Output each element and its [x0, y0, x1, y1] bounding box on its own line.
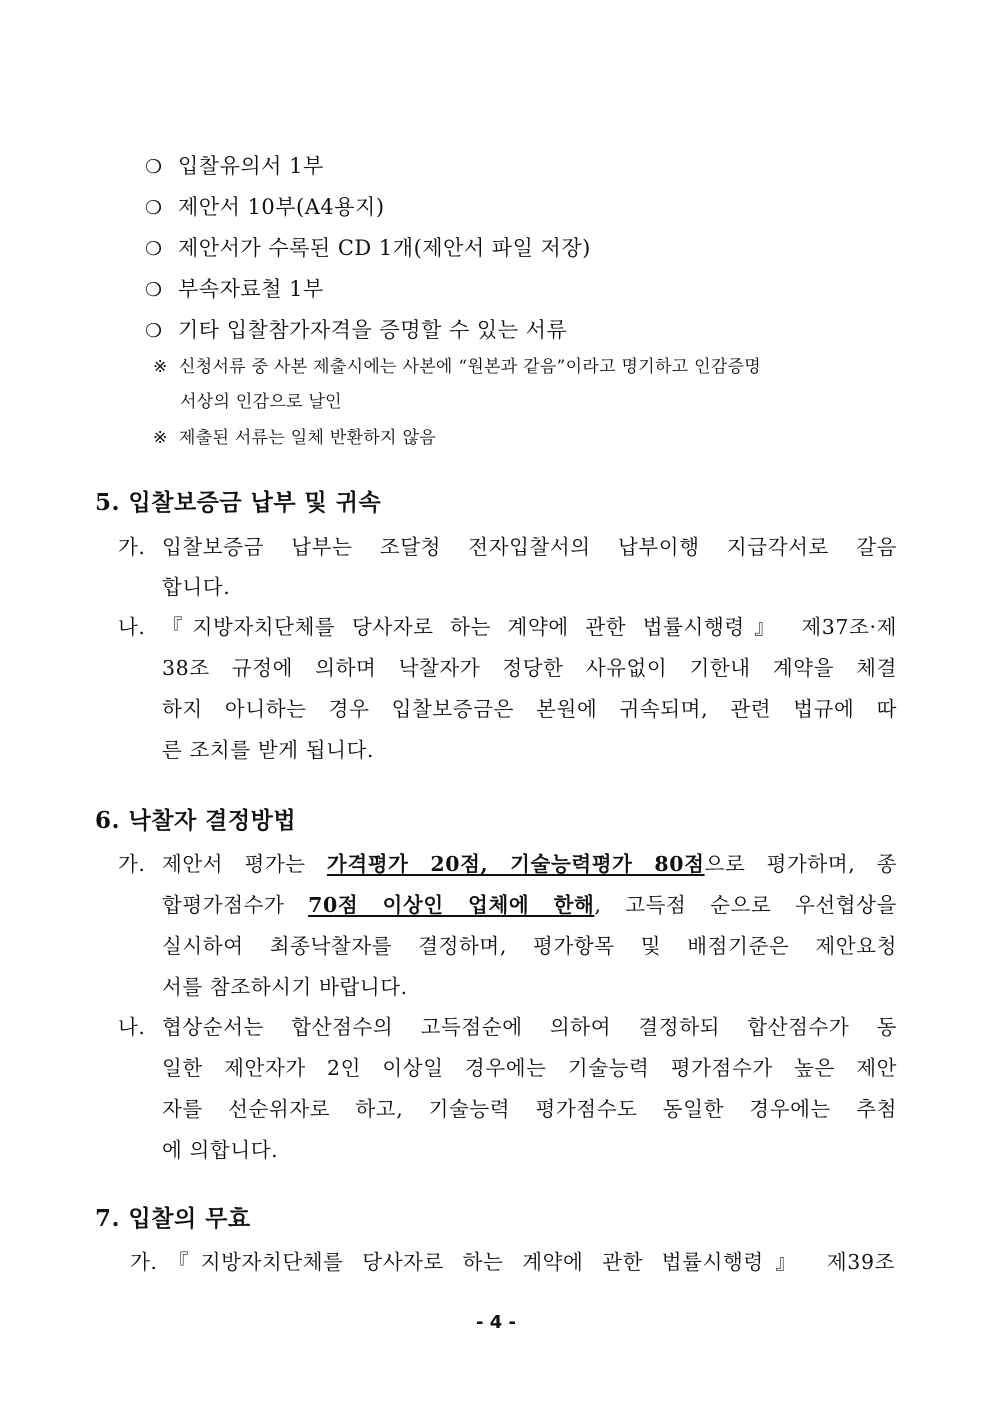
circle-bullet-icon: ❍: [145, 156, 163, 178]
list-item: ❍ 입찰유의서 1부: [145, 154, 324, 178]
paragraph-line: 일한 제안자가 2인 이상일 경우에는 기술능력 평가점수가 높은 제안: [162, 1056, 897, 1080]
paragraph-line: 에 의합니다.: [162, 1138, 279, 1162]
list-item: ❍ 부속자료철 1부: [145, 277, 324, 301]
note-item: ※ 신청서류 중 사본 제출시에는 사본에 “원본과 같음”이라고 명기하고 인감증명: [153, 357, 761, 377]
section-6-item-a: [118, 847, 897, 877]
circle-bullet-icon: ❍: [145, 279, 163, 301]
section-7-item-a: [130, 1245, 895, 1275]
item-label: 가.: [118, 535, 146, 559]
paragraph-line: 합니다.: [162, 575, 231, 599]
note-item: ※ 제출된 서류는 일체 반환하지 않음: [153, 428, 436, 448]
circle-bullet-icon: ❍: [145, 320, 163, 342]
note-item-continuation: 서상의 인감으로 날인: [180, 392, 342, 412]
reference-mark-icon: ※: [153, 357, 168, 377]
item-label: 나.: [118, 1015, 146, 1039]
circle-bullet-icon: ❍: [145, 197, 163, 219]
item-label: 나.: [118, 615, 146, 639]
section-6-item-b: [118, 1010, 897, 1040]
paragraph-line: 『지방자치단체를 당사자로 하는 계약에 관한 법률시행령』 제37조·제: [162, 615, 897, 639]
paragraph-line: 제안서 평가는 가격평가 20점, 기술능력평가 80점으로 평가하며, 종: [162, 852, 897, 876]
paragraph-line: 른 조치를 받게 됩니다.: [162, 738, 375, 762]
section-6-heading: 6. 낙찰자 결정방법: [95, 807, 297, 834]
list-item: ❍ 제안서가 수록된 CD 1개(제안서 파일 저장): [145, 236, 591, 260]
paragraph-line: 합평가점수가 70점 이상인 업체에 한해, 고득점 순으로 우선협상을: [162, 893, 897, 917]
paragraph-line: 입찰보증금 납부는 조달청 전자입찰서의 납부이행 지급각서로 갈음: [162, 535, 897, 559]
section-5-item-a: [118, 530, 897, 560]
section-5-heading: 5. 입찰보증금 납부 및 귀속: [95, 489, 382, 516]
paragraph-line: 『지방자치단체를 당사자로 하는 계약에 관한 법률시행령』 제39조: [168, 1250, 895, 1274]
page-number: - 4 -: [476, 1312, 516, 1333]
paragraph-line: 하지 아니하는 경우 입찰보증금은 본원에 귀속되며, 관련 법규에 따: [162, 697, 897, 721]
circle-bullet-icon: ❍: [145, 238, 163, 260]
section-5-item-b: [118, 610, 897, 640]
paragraph-line: 자를 선순위자로 하고, 기술능력 평가점수도 동일한 경우에는 추첨: [162, 1097, 897, 1121]
paragraph-line: 38조 규정에 의하며 낙찰자가 정당한 사유없이 기한내 계약을 체결: [162, 656, 897, 680]
paragraph-line: 협상순서는 합산점수의 고득점순에 의하여 결정하되 합산점수가 동: [162, 1015, 897, 1039]
item-label: 가.: [130, 1250, 158, 1274]
item-label: 가.: [118, 852, 146, 876]
list-item: ❍ 제안서 10부(A4용지): [145, 195, 385, 219]
list-item: ❍ 기타 입찰참가자격을 증명할 수 있는 서류: [145, 318, 568, 342]
section-7-heading: 7. 입찰의 무효: [95, 1205, 251, 1232]
emphasis-score-weights: 가격평가 20점, 기술능력평가 80점: [326, 852, 705, 876]
emphasis-threshold: 70점 이상인 업체에 한해: [308, 893, 595, 917]
paragraph-line: 실시하여 최종낙찰자를 결정하며, 평가항목 및 배점기준은 제안요청: [162, 934, 897, 958]
reference-mark-icon: ※: [153, 428, 168, 448]
paragraph-line: 서를 참조하시기 바랍니다.: [162, 975, 408, 999]
